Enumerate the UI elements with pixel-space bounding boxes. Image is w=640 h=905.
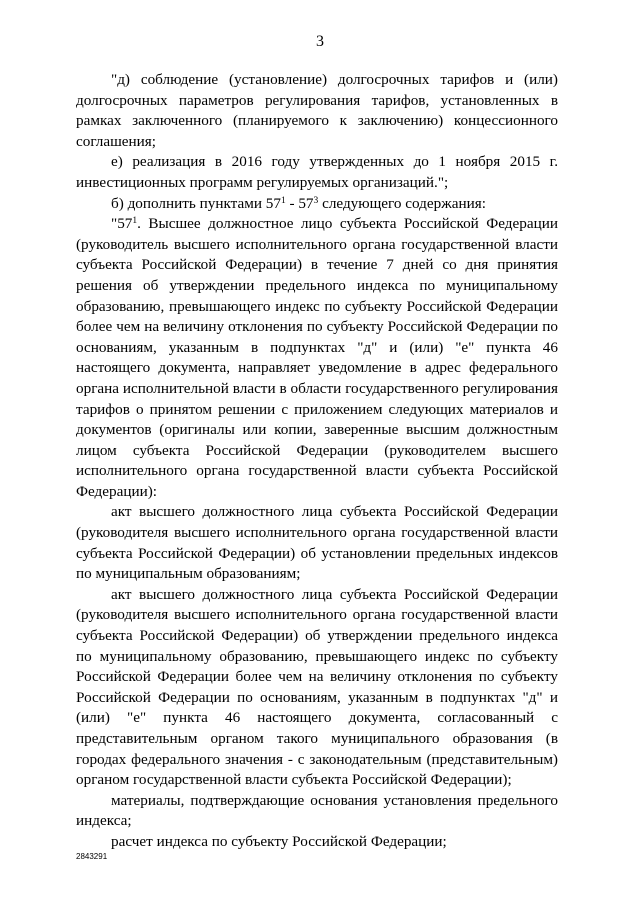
paragraph-supplement	[76, 194, 558, 215]
paragraph-subpoint-d: "д) соблюдение (установление) долгосрочных тарифов и (или) долгосрочных параметров регулирования тарифов, установленных в рамках заключенного (планируемого к заключению) концессионного соглашения;	[76, 71, 558, 150]
supplement-prefix: б) дополнить пунктами 57	[111, 194, 281, 212]
document-id: 2843291	[76, 852, 108, 861]
list-item-supporting-materials: материалы, подтверждающие основания установления предельного индекса;	[76, 791, 558, 830]
page-number: 3	[316, 33, 324, 50]
point-57-1-number: "57	[111, 215, 133, 233]
paragraph-point-57-1	[76, 214, 558, 502]
document-body	[76, 70, 558, 853]
supplement-sup-3: 3	[313, 195, 319, 206]
list-item-act-approving-index: акт высшего должностного лица субъекта Российской Федерации (руководителя высшего исполнительного органа государственной власти субъекта Российской Федерации) об утверждении предельного индекса по муниципальному образованию, превышающего индекс по субъекту Российской Федерации более чем на величину отклонения по субъекту Российской Федерации по основаниям, указанным в подпунктах "д" и (или) "е" пункта 46 настоящего документа, согласованный с представительным органом такого муниципального образования (в городах федерального значения - с законодательным (представительным) органом государственной власти субъекта Российской Федерации);	[76, 585, 558, 789]
point-57-1-sup: 1	[132, 216, 138, 227]
list-item-index-calculation: расчет индекса по субъекту Российской Федерации;	[111, 832, 447, 850]
supplement-sup-1: 1	[280, 195, 286, 206]
list-item-act-establishing-indices: акт высшего должностного лица субъекта Российской Федерации (руководителя высшего исполнительного органа государственной власти субъекта Российской Федерации) об установлении предельных индексов по муниципальным образованиям;	[76, 503, 558, 583]
paragraph-subpoint-e: е) реализация в 2016 году утвержденных до 1 ноября 2015 г. инвестиционных программ регулируемых организаций.";	[76, 153, 558, 191]
point-57-1-text: . Высшее должностное лицо субъекта Российской Федерации (руководитель высшего исполнительного органа государственной власти субъекта Российской Федерации) в течение 7 дней со дня принятия решения об утверждении предельного индекса по муниципальному образованию, превышающего индекс по субъекту Российской Федерации более чем на величину отклонения по субъекту Российской Федерации по основаниям, указанным в подпунктах "д" и (или) "е" пункта 46 настоящего документа, направляет уведомление в адрес федерального органа исполнительной власти в области государственного регулирования тарифов о принятом решении с приложением следующих материалов и документов (оригиналы или копии, заверенные высшим должностным лицом субъекта Российской Федерации (руководителем высшего исполнительного органа государственной власти субъекта Российской Федерации):	[76, 215, 558, 500]
supplement-middle: - 57	[285, 194, 314, 212]
supplement-suffix: следующего содержания:	[318, 194, 486, 212]
